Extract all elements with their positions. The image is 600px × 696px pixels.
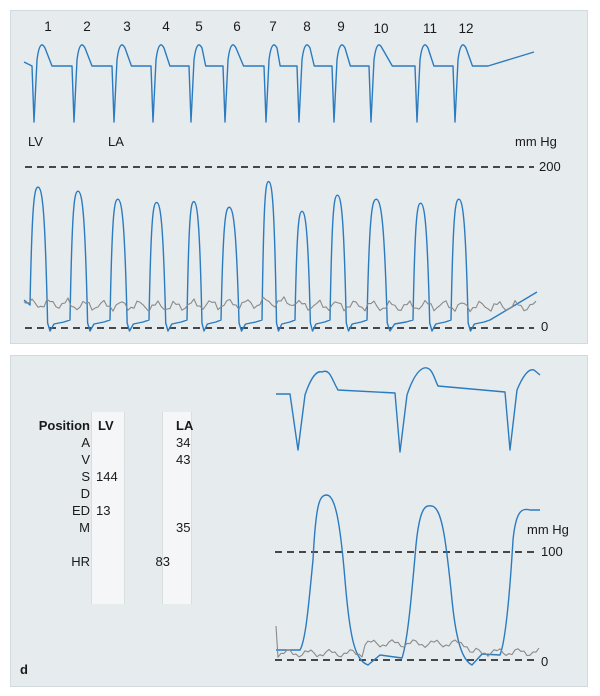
top-ecg-series	[24, 45, 534, 122]
bottom-ecg-series	[276, 368, 540, 452]
beat-number: 4	[162, 19, 170, 34]
row-position: A	[81, 435, 90, 450]
header-la: LA	[176, 418, 194, 433]
beat-number: 9	[337, 19, 345, 34]
row-lv-value: 144	[96, 469, 118, 484]
top-la-pressure-series	[24, 297, 536, 312]
top-lv-pressure-series	[24, 181, 537, 331]
row-position: M	[79, 520, 90, 535]
row-lv-value: 13	[96, 503, 111, 518]
row-position: V	[81, 452, 90, 467]
top-unit-label: mm Hg	[515, 134, 557, 149]
row-position: S	[81, 469, 90, 484]
top-ref-0: 0	[541, 319, 549, 334]
row-la-value: 34	[176, 435, 191, 450]
bottom-lv-pressure-series	[276, 495, 540, 665]
row-la-value: 35	[176, 520, 191, 535]
la-label: LA	[108, 134, 124, 149]
lv-label: LV	[28, 134, 43, 149]
row-position: ED	[71, 503, 90, 518]
row-position: HR	[71, 554, 90, 569]
beat-number: 11	[422, 21, 437, 36]
bottom-ref-100: 100	[541, 544, 563, 559]
top-ref-200: 200	[539, 159, 561, 174]
beat-number: 1	[44, 19, 52, 34]
beat-number: 10	[373, 21, 389, 36]
beat-number: 8	[303, 19, 311, 34]
row-position: D	[80, 486, 90, 501]
beat-number: 3	[123, 19, 131, 34]
row-mid-value: 83	[155, 554, 170, 569]
beat-number: 6	[233, 19, 241, 34]
header-lv: LV	[98, 418, 114, 433]
beat-number: 5	[195, 19, 203, 34]
beat-number: 2	[83, 19, 91, 34]
bottom-ref-0: 0	[541, 654, 549, 669]
header-position: Position	[38, 418, 90, 433]
beat-number: 7	[269, 19, 277, 34]
row-la-value: 43	[176, 452, 191, 467]
beat-number: 12	[458, 21, 474, 36]
panel-letter: d	[20, 662, 28, 677]
bottom-unit-label: mm Hg	[527, 522, 569, 537]
